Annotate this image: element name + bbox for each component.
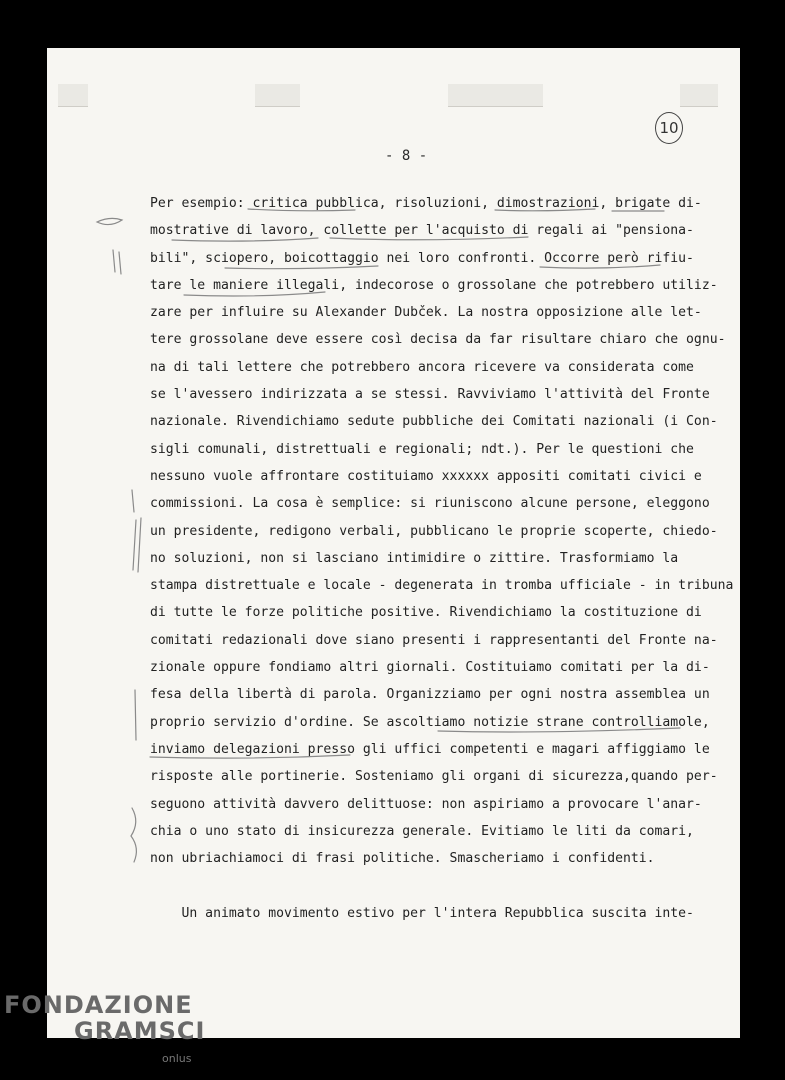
underline-mark xyxy=(438,728,680,732)
text-line: risposte alle portinerie. Sosteniamo gli organi di sicurezza,quando per- xyxy=(150,769,718,785)
text-line: fesa della libertà di parola. Organizziamo per ogni nostra assemblea un xyxy=(150,687,710,703)
underline-mark xyxy=(150,755,350,758)
text-line: zare per influire su Alexander Dubček. La nostra opposizione alle let- xyxy=(150,305,702,321)
margin-mark xyxy=(119,252,121,274)
text-line: commissioni. La cosa è semplice: si riuniscono alcune persone, eleggono xyxy=(150,496,710,512)
text-line: chia o uno stato di insicurezza generale. Evitiamo le liti da comari, xyxy=(150,823,694,839)
underline-mark xyxy=(495,209,595,211)
watermark-onlus-label: onlus xyxy=(162,1052,192,1065)
underline-mark xyxy=(330,237,528,240)
text-line: comitati redazionali dove siano presenti i rappresentanti del Fronte na- xyxy=(150,632,718,648)
margin-mark xyxy=(113,250,115,272)
text-line: seguono attività davvero delittuose: non aspiriamo a provocare l'anar- xyxy=(150,796,702,812)
margin-mark xyxy=(131,808,136,862)
text-line: tere grossolane deve essere così decisa da far risultare chiaro che ognu- xyxy=(150,332,726,348)
margin-mark xyxy=(133,520,136,570)
margin-mark xyxy=(135,690,136,740)
text-line: nazionale. Rivendichiamo sedute pubbliche dei Comitati nazionali (i Con- xyxy=(150,414,718,430)
text-line: no soluzioni, non si lasciano intimidire o zittire. Trasformiamo la xyxy=(150,550,679,566)
margin-mark xyxy=(138,518,141,572)
underline-mark xyxy=(225,266,378,269)
margin-mark xyxy=(132,490,134,512)
page-number: - 8 - xyxy=(385,148,428,164)
margin-mark xyxy=(97,218,122,224)
text-line: sigli comunali, distrettuali e regionali; ndt.). Per le questioni che xyxy=(150,441,694,457)
text-line: se l'avessero indirizzata a se stessi. Ravviviamo l'attività del Fronte xyxy=(150,387,710,403)
text-line: na di tali lettere che potrebbero ancora ricevere va considerata come xyxy=(150,359,694,375)
text-line: non ubriachiamoci di frasi politiche. Smascheriamo i confidenti. xyxy=(150,851,655,867)
text-line: zionale oppure fondiamo altri giornali. Costituiamo comitati per la di- xyxy=(150,660,710,676)
text-line: proprio servizio d'ordine. Se ascoltiamo notizie strane controlliamole, xyxy=(150,714,710,730)
underline-mark xyxy=(184,292,325,296)
text-line: tare le maniere illegali, indecorose o grossolane che potrebbero utiliz- xyxy=(150,277,718,293)
fondazione-gramsci-logo: FONDAZIONE GRAMSCI xyxy=(4,991,206,1045)
text-line: di tutte le forze politiche positive. Rivendichiamo la costituzione di xyxy=(150,605,702,621)
underline-mark xyxy=(172,238,318,241)
text-line: stampa distrettuale e locale - degenerata in tromba ufficiale - in tribuna xyxy=(150,578,734,594)
underline-mark xyxy=(540,265,660,268)
text-line: nessuno vuole affrontare costituiamo xxxxxx appositi comitati civici e xyxy=(150,468,702,484)
text-line: bili", sciopero, boicottaggio nei loro confronti. Occorre però rifiu- xyxy=(150,250,694,266)
text-line: Per esempio: critica pubblica, risoluzioni, dimostrazioni, brigate di- xyxy=(150,196,702,211)
archive-number: 10 xyxy=(655,112,683,144)
underline-mark xyxy=(248,209,355,211)
text-line: mostrative di lavoro, collette per l'acquisto di regali ai "pensiona- xyxy=(150,223,694,239)
text-line: un presidente, redigono verbali, pubblicano le proprie scoperte, chiedo- xyxy=(150,523,718,539)
text-line: Un animato movimento estivo per l'intera Repubblica suscita inte- xyxy=(150,905,694,921)
text-line: inviamo delegazioni presso gli uffici competenti e magari affiggiamo le xyxy=(150,741,710,757)
